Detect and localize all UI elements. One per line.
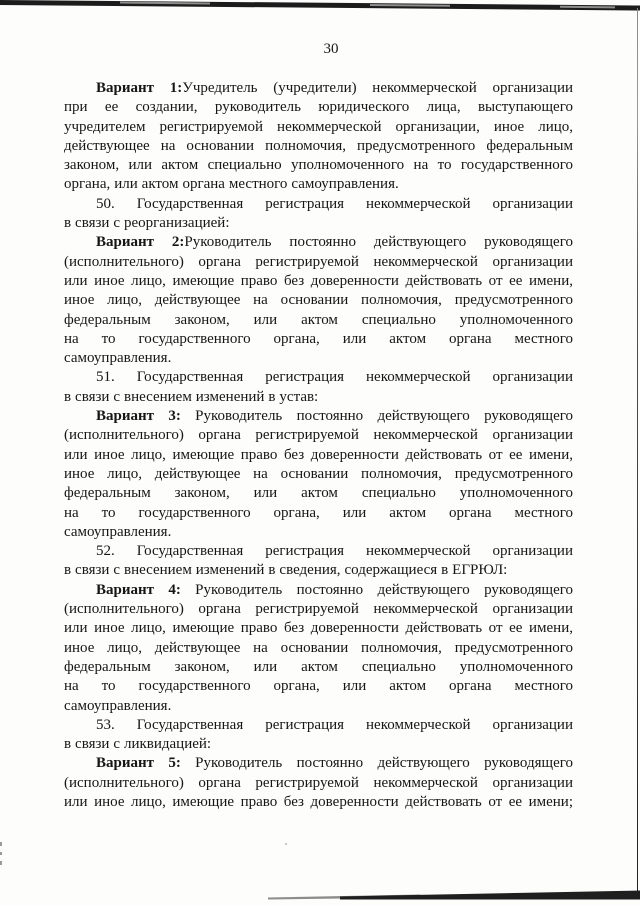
- document-text: [64, 79, 573, 812]
- variant-label: Вариант 3:: [96, 408, 181, 425]
- top-edge-artifact-highlight: [560, 6, 615, 9]
- text-line: (исполнительного) органа регистрируемой некоммерческой организации: [64, 427, 573, 444]
- top-edge-artifact-highlight: [120, 2, 210, 5]
- text-line: 52. Государственная регистрация некоммерческой организации: [96, 543, 573, 560]
- text-line: в связи с реорганизацией:: [64, 215, 230, 232]
- top-edge-artifact: [0, 0, 640, 11]
- variant-label: Вариант 1:: [96, 80, 183, 96]
- text-line: или иное лицо, имеющие право без доверенности действовать от ее имени;: [64, 793, 573, 810]
- text-line: федеральным законом, или актом специально уполномоченного: [64, 311, 573, 328]
- text-line: самоуправления.: [64, 697, 172, 714]
- variant-label: Вариант 2:: [96, 234, 185, 251]
- text-line: Вариант 5: Руководитель постоянно действующего руководящего: [96, 755, 574, 772]
- text-line: действующее на основании полномочия, предусмотренного федеральным: [64, 137, 573, 154]
- text-line: или иное лицо, имеющие право без доверенности действовать от ее имени,: [64, 620, 573, 637]
- text-line: самоуправления.: [64, 350, 172, 367]
- page-number: 30: [323, 41, 339, 57]
- text-line: иное лицо, действующее на основании полномочия, предусмотренного: [64, 292, 573, 309]
- text-line: учредителем регистрируемой некоммерческой организации, иное лицо,: [64, 118, 573, 135]
- left-edge-mark: [0, 842, 2, 846]
- text-line: федеральным законом, или актом специально уполномоченного: [64, 658, 573, 675]
- bottom-edge-artifact: [340, 891, 640, 900]
- text-line: иное лицо, действующее на основании полномочия, предусмотренного: [64, 465, 573, 482]
- text-line: федеральным законом, или актом специально уполномоченного: [64, 485, 573, 502]
- text-line: (исполнительного) органа регистрируемой некоммерческой организации: [64, 601, 573, 618]
- text-line: в связи с ликвидацией:: [64, 736, 212, 753]
- variant-label: Вариант 5:: [96, 755, 181, 772]
- dust-speck: [285, 843, 287, 845]
- left-edge-mark: [0, 852, 2, 855]
- left-edge-mark: [0, 861, 2, 865]
- text-line: в связи с внесением изменений в устав:: [64, 388, 319, 405]
- variant-label: Вариант 4:: [96, 581, 181, 598]
- text-line: иное лицо, действующее на основании полномочия, предусмотренного: [64, 639, 573, 656]
- text-line: при ее создании, руководитель юридического лица, выступающего: [64, 99, 573, 116]
- text-line: на то государственного органа, или актом органа местного: [64, 504, 573, 521]
- right-edge-artifact: [637, 8, 639, 894]
- text-line: (исполнительного) органа регистрируемой некоммерческой организации: [64, 774, 573, 791]
- text-line: Вариант 4: Руководитель постоянно действующего руководящего: [96, 581, 574, 598]
- text-line: органа, или актом органа местного самоуправления.: [64, 176, 399, 193]
- text-line: законом, или актом специально уполномоченного на то государственного: [64, 157, 573, 174]
- top-edge-artifact-highlight: [370, 4, 450, 7]
- text-line: 53. Государственная регистрация некоммерческой организации: [96, 716, 573, 733]
- text-line: или иное лицо, имеющие право без доверенности действовать от ее имени,: [64, 272, 573, 289]
- text-line: самоуправления.: [64, 523, 172, 540]
- text-line: на то государственного органа, или актом органа местного: [64, 678, 573, 695]
- text-line: 51. Государственная регистрация некоммерческой организации: [96, 369, 573, 386]
- text-line: на то государственного органа, или актом органа местного: [64, 330, 573, 347]
- text-line: Вариант 2:Руководитель постоянно действующего руководящего: [96, 234, 573, 251]
- text-line: 50. Государственная регистрация некоммерческой организации: [96, 195, 573, 212]
- text-line: или иное лицо, имеющие право без доверенности действовать от ее имени,: [64, 446, 573, 463]
- text-line: Вариант 3: Руководитель постоянно действующего руководящего: [96, 408, 574, 425]
- bottom-edge-artifact-highlight: [268, 895, 420, 900]
- text-line: в связи с внесением изменений в сведения, содержащиеся в ЕГРЮЛ:: [64, 562, 508, 579]
- text-line: (исполнительного) органа регистрируемой некоммерческой организации: [64, 253, 573, 270]
- text-line: Вариант 1:Учредитель (учредители) некоммерческой организации: [96, 80, 574, 96]
